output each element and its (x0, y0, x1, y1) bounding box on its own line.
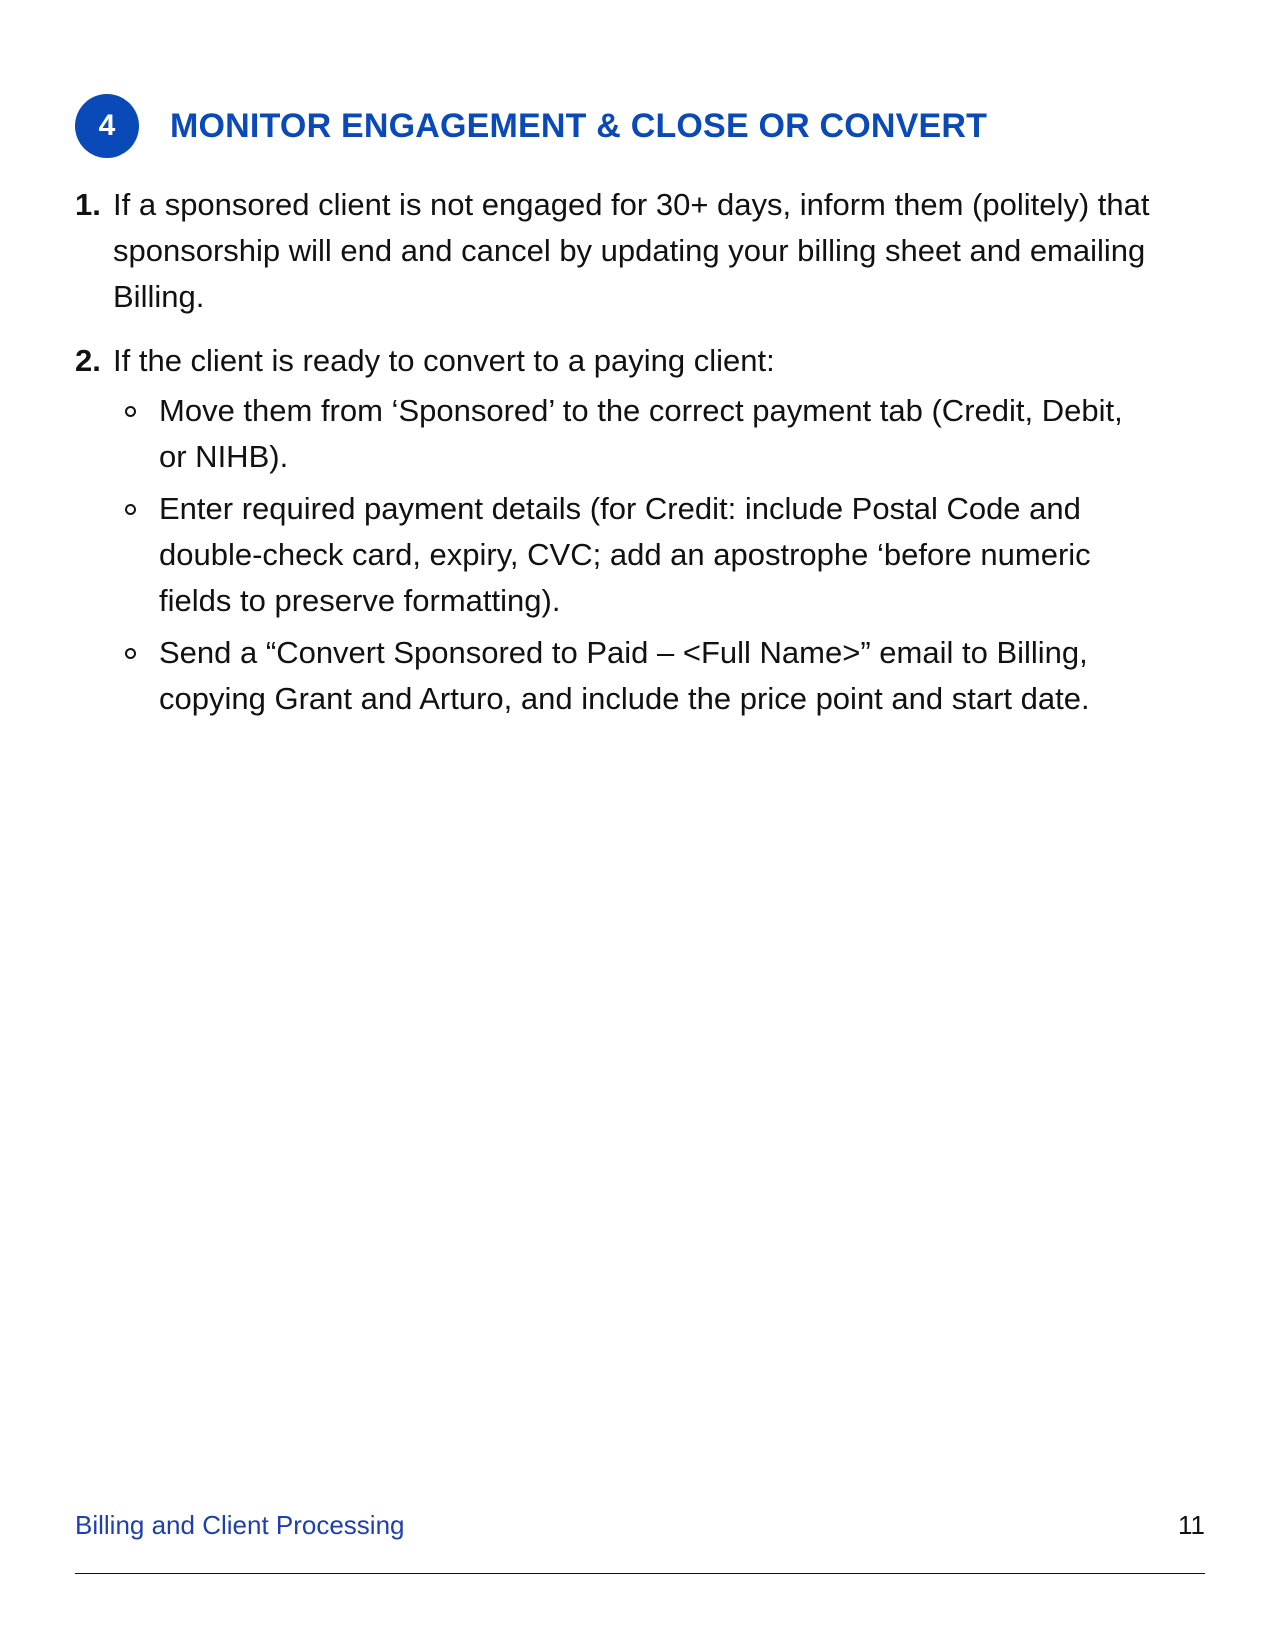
page-footer (75, 1510, 1205, 1550)
step-number-badge: 4 (75, 94, 139, 158)
hollow-bullet-icon (125, 504, 136, 515)
hollow-bullet-icon (125, 648, 136, 659)
sub-bullet-item (75, 630, 1205, 722)
step-number: 1. (75, 187, 101, 222)
sub-bullet-text: Enter required payment details (for Credit: include Postal Code and double-check card, expiry, CVC; add an apostrophe ‘before numeric fields to preserve formatting). (159, 491, 1091, 618)
step-item-2 (75, 338, 1205, 722)
step-number: 2. (75, 343, 101, 378)
step-text: If a sponsored client is not engaged for 30+ days, inform them (politely) that sponsorship will end and cancel by updating your billing sheet and emailing Billing. (113, 187, 1150, 314)
sub-bullet-list (113, 388, 1205, 722)
page-number: 11 (1178, 1510, 1205, 1540)
steps-list (75, 182, 1205, 740)
step-text: If the client is ready to convert to a paying client: (113, 343, 775, 378)
step-item-1 (75, 182, 1205, 320)
hollow-bullet-icon (125, 406, 136, 417)
sub-bullet-item (75, 486, 1205, 624)
sub-bullet-text: Send a “Convert Sponsored to Paid – <Full Name>” email to Billing, copying Grant and Arturo, and include the price point and start date. (159, 635, 1090, 716)
section-title: MONITOR ENGAGEMENT & CLOSE OR CONVERT (170, 106, 988, 145)
sub-bullet-item (75, 388, 1205, 480)
sub-bullet-text: Move them from ‘Sponsored’ to the correct payment tab (Credit, Debit, or NIHB). (159, 393, 1123, 474)
section-header (75, 94, 987, 158)
footer-divider (75, 1573, 1205, 1574)
footer-document-title: Billing and Client Processing (75, 1510, 405, 1540)
